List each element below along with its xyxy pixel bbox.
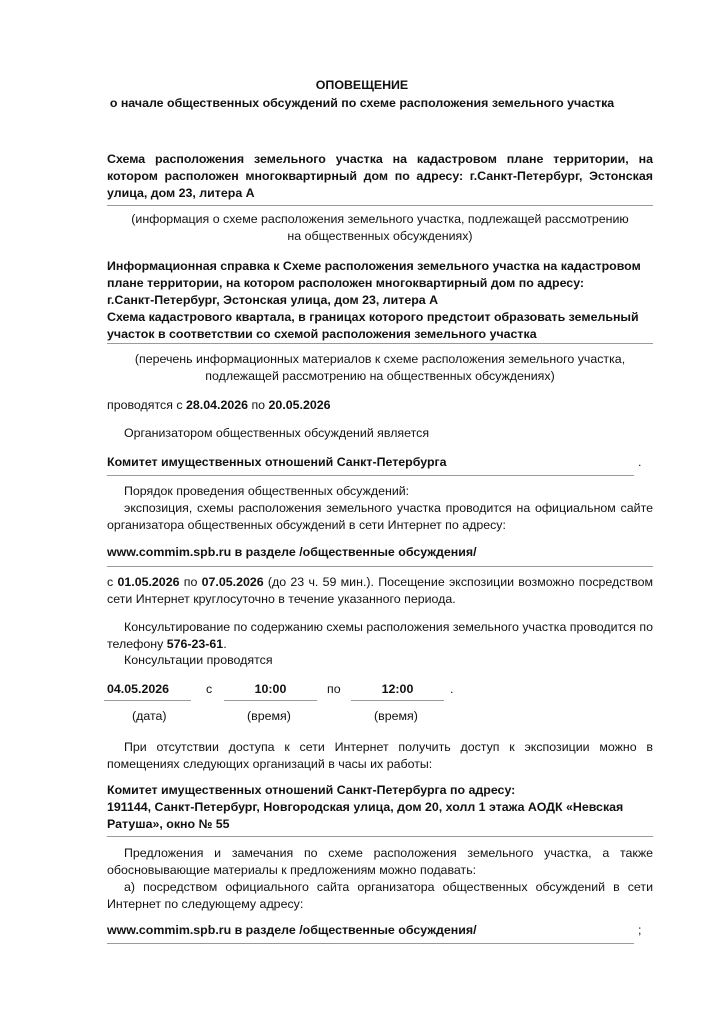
consultation-suffix: . [223,637,227,651]
materials-line: Информационная справка к Схеме расположения земельного участка на кадастровом [107,259,641,273]
offline-organization [107,782,653,833]
scheme-caption-2: на общественных обсуждениях) [287,229,473,243]
time-from-underline [224,700,317,701]
procedure-text: экспозиция, схемы расположения земельного участка проводится на официальном сайте организатора общественных обсуждений в сети Интернет по адресу: [107,501,653,532]
scheme-underline [107,205,653,206]
exposition-text [107,574,653,608]
procedure-website[interactable]: www.commim.spb.ru в разделе /общественные обсуждения/ [107,545,477,559]
organizer-underline [107,475,634,476]
organizer-name: Комитет имущественных отношений Санкт-Петербурга [107,455,447,469]
materials-line: плане территории, на котором расположен многоквартирный дом по адресу: [107,276,585,290]
period-prefix: проводятся с [107,398,187,412]
exposition-prefix: с [107,575,118,589]
offline-org-line: Комитет имущественных отношений Санкт-Петербурга по адресу: [107,783,516,797]
notice-subtitle: о начале общественных обсуждений по схеме расположения земельного участка [109,96,615,110]
materials-underline [107,343,653,344]
date-underline [104,700,191,701]
proposals-item-a: а) посредством официального сайта организатора общественных обсуждений в сети Интернет по следующему адресу: [107,880,653,911]
proposals-underline [107,943,634,944]
materials-line: г.Санкт-Петербург, Эстонская улица, дом 23, литера А [107,293,439,307]
consultation-to-label: по [327,682,341,696]
materials-list [107,258,653,343]
period-line [107,398,331,412]
consultation-time-to: 12:00 [381,682,414,696]
offline-org-line: Ратуша», окно № 55 [107,817,230,831]
exposition-end-date: 07.05.2026 [201,575,264,589]
offline-underline [107,836,653,837]
period-start-date: 28.04.2026 [186,398,249,412]
exposition-rest: (до 23 ч. 59 мин.). Посещение экспозиции возможно посредством сети Интернет круглосуточно в течение указанного периода. [107,575,654,606]
consultation-text [107,619,653,653]
exposition-middle: по [179,575,202,589]
proposals-trail: ; [638,923,642,937]
consultation-from-label: с [206,682,213,696]
consultation-date: 04.05.2026 [107,682,170,696]
consultation-phone: 576-23-61 [166,637,224,651]
proposals-text: Предложения и замечания по схеме расположения земельного участка, а также обосновывающие материалы к предложениям можно подавать: [107,846,653,877]
period-end-date: 20.05.2026 [268,398,331,412]
organizer-trail: . [638,455,642,469]
organizer-intro: Организатором общественных обсуждений является [124,426,430,440]
procedure-underline [107,566,653,567]
materials-caption-1: (перечень информационных материалов к схеме расположения земельного участка, [134,352,626,366]
date-caption: (дата) [132,709,167,723]
period-middle: по [248,398,269,412]
notice-title: ОПОВЕЩЕНИЕ [315,78,409,92]
materials-line: Схема кадастрового квартала, в границах которого предстоит образовать земельный [107,310,639,324]
offline-org-line: 191144, Санкт-Петербург, Новгородская улица, дом 20, холл 1 этажа АОДК «Невская [107,800,624,814]
offline-text: При отсутствии доступа к сети Интернет получить доступ к экспозиции можно в помещениях следующих организаций в часы их работы: [107,740,653,771]
scheme-description: Схема расположения земельного участка на кадастровом плане территории, на котором расположен многоквартирный дом по адресу: г.Санкт-Петербург, Эстонская улица, дом 23, литера А [107,152,653,200]
scheme-caption-1: (информация о схеме расположения земельного участка, подлежащей рассмотрению [131,212,629,226]
exposition-start-date: 01.05.2026 [117,575,180,589]
procedure-heading: Порядок проведения общественных обсуждений: [124,484,410,498]
materials-caption-2: подлежащей рассмотрению на общественных обсуждениях) [205,369,555,383]
materials-line: участок в соответствии со схемой расположения земельного участка [107,327,537,341]
consultation-time-from: 10:00 [254,682,287,696]
time-to-underline [351,700,444,701]
consultation-prefix: Консультирование по содержанию схемы расположения земельного участка проводится по телефону [107,620,653,651]
time-from-caption: (время) [247,709,291,723]
consultation-trail: . [450,682,454,696]
time-to-caption: (время) [374,709,418,723]
proposals-website[interactable]: www.commim.spb.ru в разделе /общественные обсуждения/ [107,923,477,937]
consultation-held: Консультации проводятся [124,653,273,667]
